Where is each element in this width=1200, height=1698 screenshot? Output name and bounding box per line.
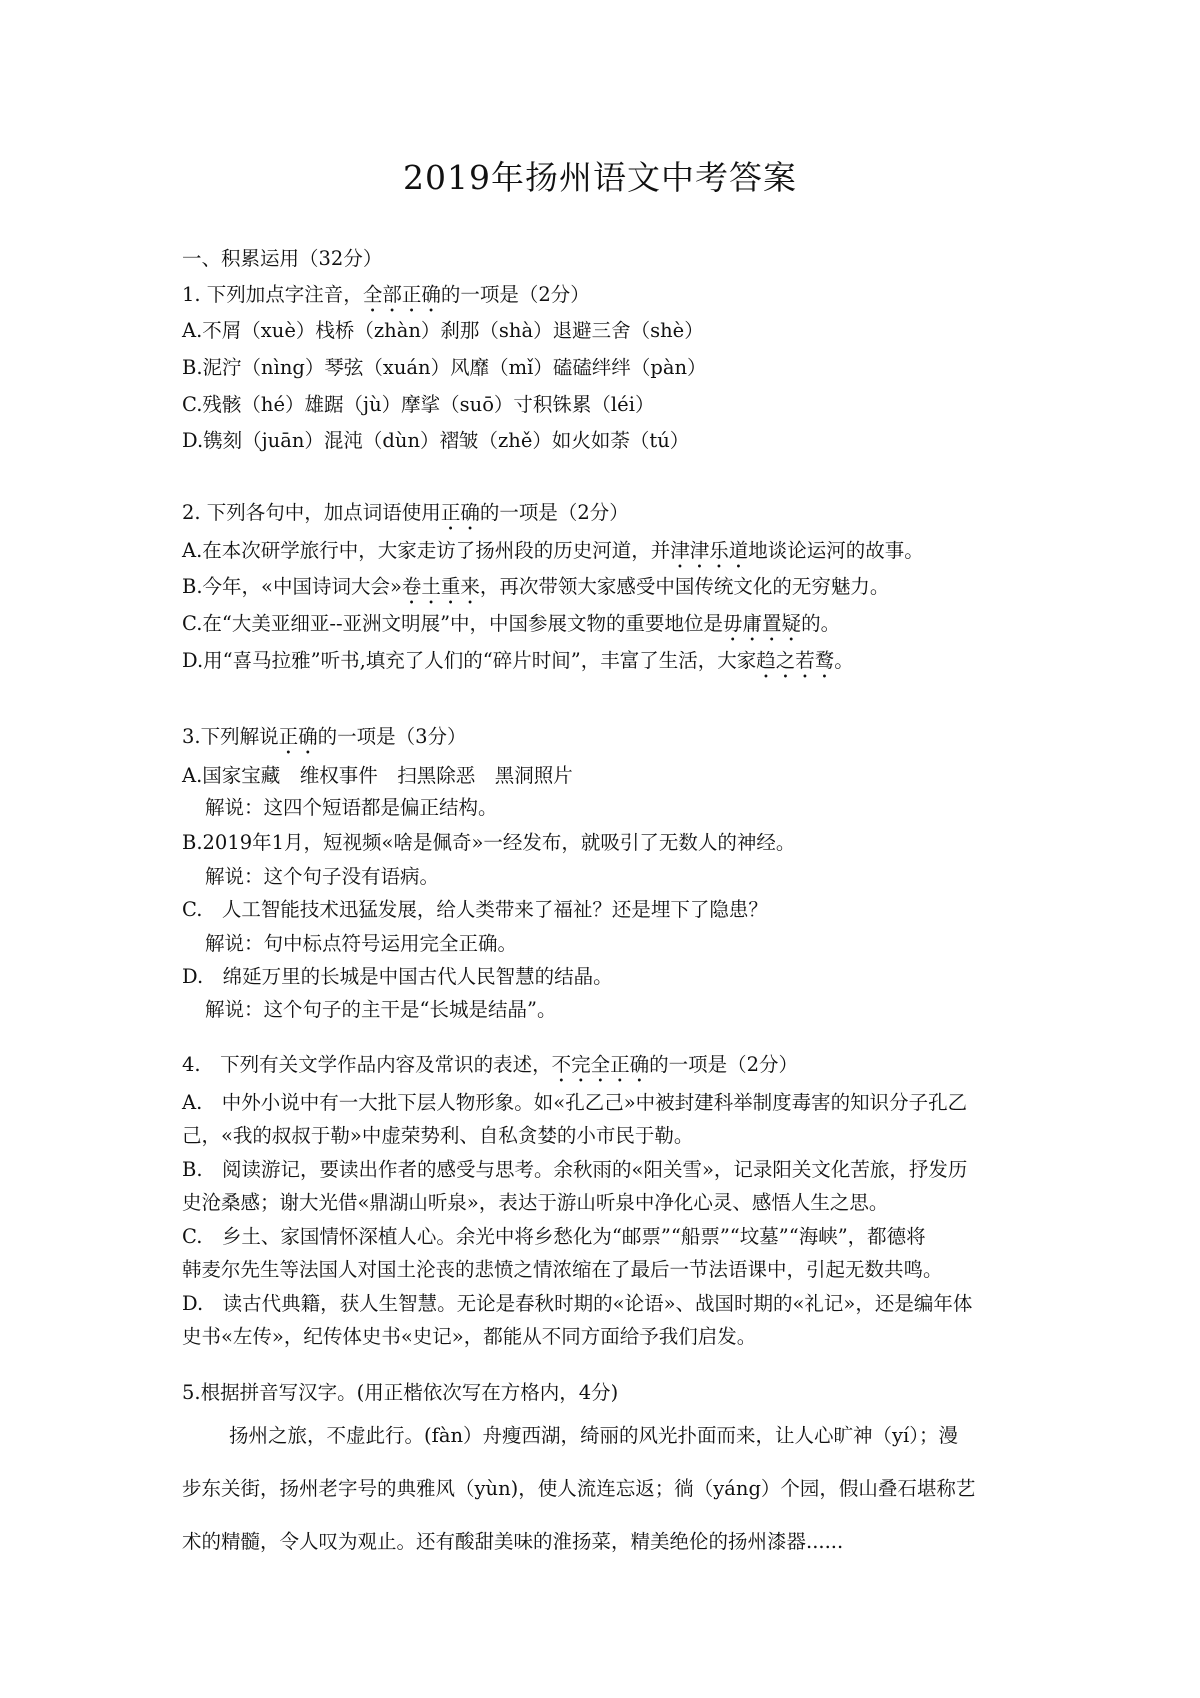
option-text: 。 — [834, 649, 854, 672]
question-4-option-a-line1: A. 中外小说中有一大批下层人物形象。如«孔乙己»中被封建科举制度毒害的知识分子孔乙 — [182, 1091, 968, 1114]
question-2-stem — [182, 500, 629, 535]
question-1-option-c: C.残骸（hé）雄踞（jù）摩挲（suō）寸积铢累（léi） — [182, 393, 655, 416]
emphasized-text: 卷土重来 — [401, 575, 480, 598]
question-3-explanation-d: 解说：这个句子的主干是“长城是结晶”。 — [205, 998, 557, 1021]
question-3-stem — [182, 724, 467, 759]
question-3-explanation-a: 解说：这四个短语都是偏正结构。 — [205, 796, 498, 819]
stem-text: 3.下列解说 — [182, 725, 279, 748]
question-3-option-d: D. 绵延万里的长城是中国古代人民智慧的结晶。 — [182, 965, 613, 988]
stem-text: 2. 下列各句中，加点词语使用 — [182, 501, 441, 524]
question-4-stem — [182, 1052, 798, 1087]
question-4-option-b-line1: B. 阅读游记，要读出作者的感受与思考。余秋雨的«阳关雪»，记录阳关文化苦旅，抒发历 — [182, 1158, 968, 1181]
question-2-option-d — [182, 648, 854, 683]
question-5-stem: 5.根据拼音写汉字。(用正楷依次写在方格内，4分) — [182, 1381, 619, 1404]
stem-text: 的一项是（2分） — [649, 1053, 799, 1076]
question-4-option-b-line2: 史沧桑感；谢大光借«鼎湖山听泉»，表达于游山听泉中净化心灵、感悟人生之思。 — [182, 1191, 889, 1214]
question-1-stem — [182, 282, 590, 317]
question-3-option-b: B.2019年1月，短视频«啥是佩奇»一经发布，就吸引了无数人的神经。 — [182, 831, 796, 854]
stem-text: 的一项是（3分） — [317, 725, 467, 748]
question-5-paragraph-line3: 术的精髓，令人叹为观止。还有酸甜美味的淮扬菜，精美绝伦的扬州漆器...... — [182, 1530, 844, 1553]
stem-text: 1. 下列加点字注音， — [182, 283, 363, 306]
question-3-explanation-b: 解说：这个句子没有语病。 — [205, 865, 440, 888]
question-2-option-a — [182, 538, 924, 573]
emphasized-text: 全部正确 — [362, 283, 441, 306]
option-text: B.今年，«中国诗词大会» — [182, 575, 402, 598]
emphasized-text: 正确 — [278, 725, 318, 748]
question-2-option-b — [182, 574, 889, 609]
question-3-option-c: C. 人工智能技术迅猛发展，给人类带来了福祉？还是埋下了隐患？ — [182, 898, 768, 921]
question-1-option-a: A.不屑（xuè）栈桥（zhàn）刹那（shà）退避三舍（shè） — [182, 319, 704, 342]
stem-text: 4. 下列有关文学作品内容及常识的表述， — [182, 1053, 552, 1076]
option-text: A.在本次研学旅行中，大家走访了扬州段的历史河道，并 — [182, 539, 671, 562]
question-1-option-b: B.泥泞（nìng）琴弦（xuán）风靡（mǐ）磕磕绊绊（pàn） — [182, 356, 707, 379]
section-heading: 一、积累运用（32分） — [182, 247, 383, 270]
option-text: D.用“喜马拉雅”听书,填充了人们的“碎片时间”，丰富了生活，大家 — [182, 649, 757, 672]
option-text: 地谈论运河的故事。 — [748, 539, 924, 562]
stem-text: 的一项是（2分） — [440, 283, 590, 306]
question-3-explanation-c: 解说：句中标点符号运用完全正确。 — [205, 932, 518, 955]
question-4-option-d-line1: D. 读古代典籍，获人生智慧。无论是春秋时期的«论语»、战国时期的«礼记»，还是编年体 — [182, 1292, 973, 1315]
question-5-paragraph-line1: 扬州之旅，不虚此行。(fàn）舟瘦西湖，绮丽的风光扑面而来，让人心旷神（yí）；漫 — [229, 1424, 959, 1447]
emphasized-text: 毋庸置疑 — [723, 612, 802, 635]
question-4-option-c-line2: 韩麦尔先生等法国人对国土沦丧的悲愤之情浓缩在了最后一节法语课中，引起无数共鸣。 — [182, 1258, 943, 1281]
emphasized-text: 津津乐道 — [670, 539, 749, 562]
question-4-option-c-line1: C. 乡土、家国情怀深植人心。余光中将乡愁化为“邮票”“船票”“坟墓”“海峡”，都德将 — [182, 1225, 926, 1248]
emphasized-text: 趋之若鹜 — [756, 649, 835, 672]
page-title: 2019年扬州语文中考答案 — [403, 158, 797, 197]
question-3-option-a: A.国家宝藏 维权事件 扫黑除恶 黑洞照片 — [182, 764, 573, 787]
question-1-option-d: D.镌刻（juān）混沌（dùn）褶皱（zhě）如火如荼（tú） — [182, 429, 690, 452]
question-4-option-d-line2: 史书«左传»，纪传体史书«史记»，都能从不同方面给予我们启发。 — [182, 1325, 757, 1348]
question-4-option-a-line2: 己，«我的叔叔于勒»中虚荣势利、自私贪婪的小市民于勒。 — [182, 1124, 694, 1147]
option-text: C.在“大美亚细亚--亚洲文明展”中，中国参展文物的重要地位是 — [182, 612, 724, 635]
option-text: ，再次带领大家感受中国传统文化的无穷魅力。 — [479, 575, 890, 598]
question-2-option-c — [182, 611, 840, 646]
emphasized-text: 正确 — [440, 501, 480, 524]
question-5-paragraph-line2: 步东关街，扬州老字号的典雅风（yùn)，使人流连忘返；徜（yáng）个园，假山叠石堪称艺 — [182, 1477, 976, 1500]
option-text: 的。 — [801, 612, 841, 635]
stem-text: 的一项是（2分） — [479, 501, 629, 524]
emphasized-text: 不完全正确 — [551, 1053, 650, 1076]
